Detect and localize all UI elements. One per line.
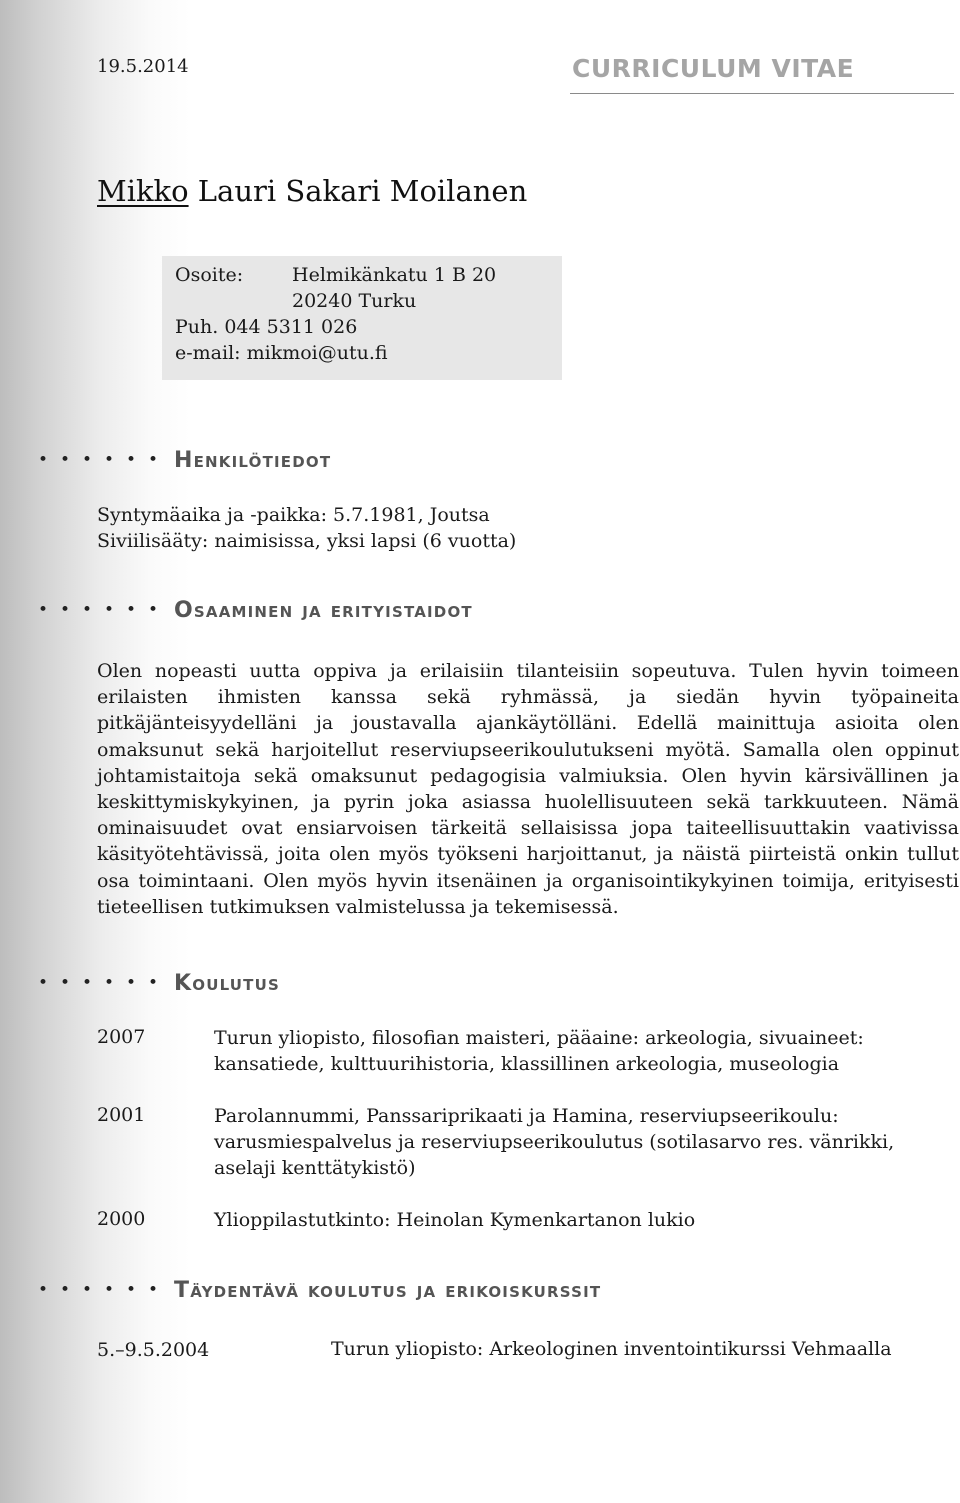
contact-box [162, 256, 562, 380]
bullet-dot: • [81, 449, 93, 470]
bullet-dot: • [103, 972, 115, 993]
phone: Puh. 044 5311 026 [175, 316, 358, 338]
bullet-dot: • [147, 599, 159, 620]
bullet-dot: • [147, 1279, 159, 1300]
heading-text: Koulutus [174, 970, 280, 996]
address-line-1: Helmikänkatu 1 B 20 [292, 264, 497, 286]
section-heading-skills [32, 595, 473, 625]
heading-text: Täydentävä koulutus ja erikoiskurssit [174, 1277, 602, 1303]
bullet-dots [32, 972, 164, 994]
person-name [97, 174, 527, 208]
course-date: 5.–9.5.2004 [97, 1339, 210, 1361]
bullet-dot: • [125, 1279, 137, 1300]
education-year: 2000 [97, 1208, 146, 1230]
bullet-dot: • [103, 599, 115, 620]
rest-name: Lauri Sakari Moilanen [188, 174, 528, 208]
section-heading-personal [32, 445, 331, 475]
bullet-dot: • [37, 449, 49, 470]
birth-info: Syntymäaika ja -paikka: 5.7.1981, Joutsa [97, 504, 490, 526]
bullet-dot: • [125, 599, 137, 620]
section-heading-extra-training [32, 1275, 601, 1305]
document-title: CURRICULUM VITAE [572, 54, 855, 83]
education-description: Ylioppilastutkinto: Heinolan Kymenkartanon lukio [214, 1209, 696, 1231]
course-description: Turun yliopisto: Arkeologinen inventointikurssi Vehmaalla [331, 1338, 892, 1360]
bullet-dots [32, 599, 164, 621]
bullet-dots [32, 449, 164, 471]
bullet-dot: • [37, 1279, 49, 1300]
bullet-dot: • [81, 1279, 93, 1300]
education-year: 2001 [97, 1104, 146, 1126]
skills-paragraph: Olen nopeasti uutta oppiva ja erilaisiin tilanteisiin sopeutuva. Tulen hyvin toimeen erilaisten ihmisten kanssa sekä ryhmässä, ja siedän hyvin työpaineita pitkäjänteisyydelläni ja joustavalla ajankäytölläni. Edellä mainittuja asioita olen omaksunut sekä harjoitellut reserviupseerikoulutukseni myötä. Samalla olen oppinut johtamistaitoja sekä omaksunut pedagogisia valmiuksia. Olen hyvin kärsivällinen ja keskittymiskykyinen, ja pyrin joka asiassa huolellisuuteen sekä tarkkuuteen. Nämä ominaisuudet ovat ensiarvoisen tärkeitä sellaisissa jopa taiteellisuuttakin vaativissa käsityötehtävissä, joita olen myös työkseni harjoittanut, ja näistä piirteistä onkin tullut osa toimintaani. Olen myös hyvin itsenäinen ja organisointikykyinen toimija, erityisesti tieteellisen tutkimuksen valmistelussa ja tekemisessä. [97, 660, 959, 918]
address-line-2: 20240 Turku [292, 290, 417, 312]
first-name: Mikko [97, 174, 189, 208]
section-heading-education [32, 968, 280, 998]
title-rule [570, 93, 954, 94]
heading-text: Henkilötiedot [174, 447, 332, 473]
bullet-dot: • [59, 972, 71, 993]
bullet-dot: • [103, 449, 115, 470]
bullet-dot: • [59, 1279, 71, 1300]
bullet-dot: • [59, 449, 71, 470]
email: e-mail: mikmoi@utu.fi [175, 342, 388, 364]
bullet-dot: • [81, 972, 93, 993]
address-label: Osoite: [175, 264, 244, 286]
bullet-dot: • [103, 1279, 115, 1300]
heading-text: Osaaminen ja erityistaidot [174, 597, 473, 623]
bullet-dot: • [147, 449, 159, 470]
marital-status: Siviilisääty: naimisissa, yksi lapsi (6 vuotta) [97, 530, 517, 552]
bullet-dot: • [125, 449, 137, 470]
education-description: Parolannummi, Panssariprikaati ja Hamina, reserviupseerikoulu: varusmiespalvelus ja reserviupseerikoulutus (sotilasarvo res. vänrikki, aselaji kenttätykistö) [214, 1105, 895, 1179]
bullet-dot: • [125, 972, 137, 993]
bullet-dot: • [147, 972, 159, 993]
bullet-dot: • [59, 599, 71, 620]
document-date: 19.5.2014 [97, 56, 189, 77]
education-description: Turun yliopisto, filosofian maisteri, pääaine: arkeologia, sivuaineet: kansatiede, kulttuurihistoria, klassillinen arkeologia, museologia [214, 1027, 864, 1075]
bullet-dot: • [37, 972, 49, 993]
bullet-dot: • [37, 599, 49, 620]
education-year: 2007 [97, 1026, 146, 1048]
bullet-dot: • [81, 599, 93, 620]
bullet-dots [32, 1279, 164, 1301]
